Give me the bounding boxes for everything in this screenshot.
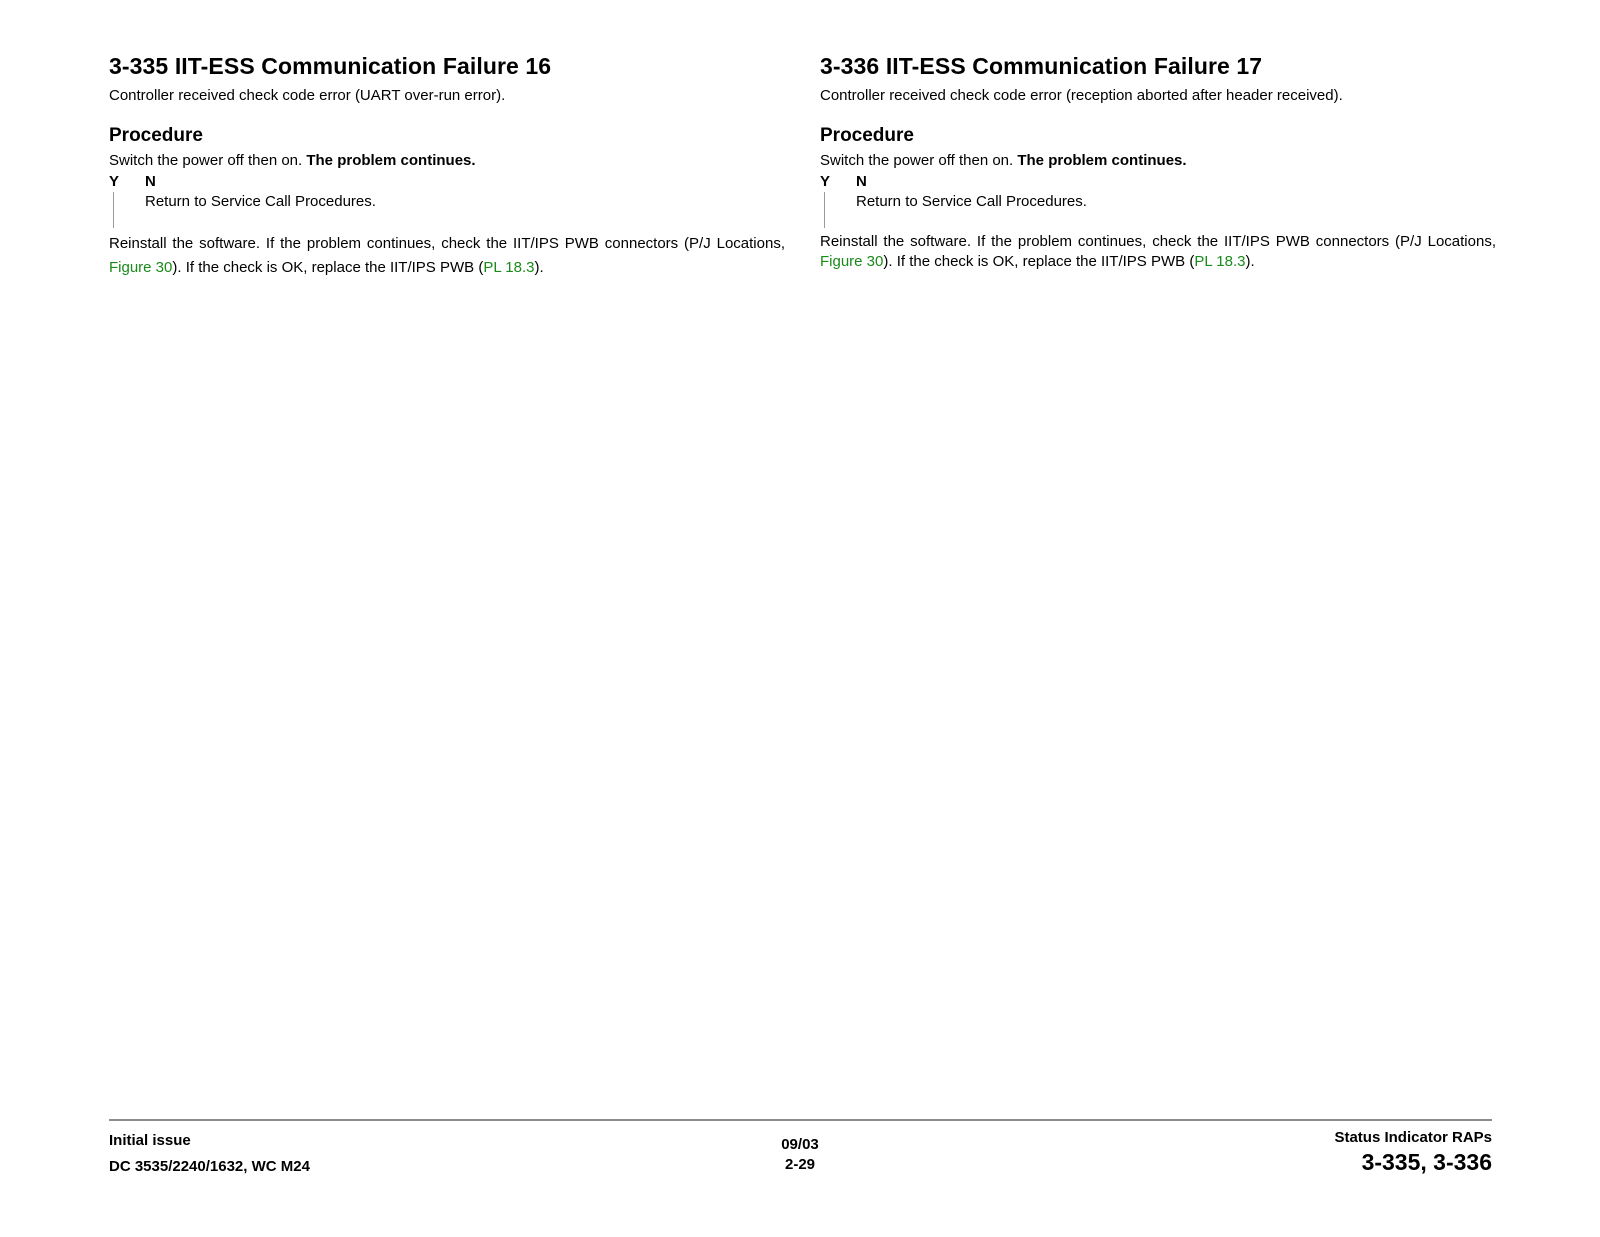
- step-text: Switch the power off then on.: [820, 152, 1014, 169]
- figure-link[interactable]: Figure 30: [109, 259, 173, 276]
- rap-3-335: [109, 48, 785, 280]
- no-label: N: [145, 173, 156, 190]
- procedure-heading: Procedure: [820, 125, 914, 146]
- parts-list-link[interactable]: PL 18.3: [1194, 253, 1246, 270]
- model-label: DC 3535/2240/1632, WC M24: [109, 1158, 310, 1175]
- yes-branch-line: [113, 192, 114, 228]
- footer-center: [760, 1135, 840, 1175]
- page-codes: 3-335, 3-336: [1361, 1149, 1492, 1175]
- final-text-part: ).: [534, 259, 544, 276]
- yes-branch-line: [824, 192, 825, 228]
- footer-left: [109, 1128, 310, 1180]
- section-description: Controller received check code error (reception aborted after header received).: [820, 87, 1343, 104]
- yes-label: Y: [109, 173, 120, 190]
- no-branch: [109, 192, 785, 230]
- section-title: 3-336 IIT-ESS Communication Failure 17: [820, 53, 1263, 79]
- procedure-step: [109, 150, 785, 172]
- figure-link[interactable]: Figure 30: [820, 253, 884, 270]
- section-title: 3-335 IIT-ESS Communication Failure 16: [109, 53, 552, 79]
- final-text-part: Reinstall the software. If the problem continues, check the IIT/IPS PWB connectors (P/J Locations,: [109, 235, 785, 252]
- no-branch-action: Return to Service Call Procedures.: [145, 193, 376, 210]
- yes-no-labels: [820, 172, 1496, 192]
- step-question: The problem continues.: [1017, 152, 1187, 169]
- parts-list-link[interactable]: PL 18.3: [483, 259, 535, 276]
- final-instruction: [109, 232, 785, 280]
- footer-divider: [109, 1119, 1492, 1121]
- yes-no-labels: [109, 172, 785, 192]
- no-label: N: [856, 173, 867, 190]
- issue-label: Initial issue: [109, 1132, 191, 1149]
- no-branch-action: Return to Service Call Procedures.: [856, 193, 1087, 210]
- yes-label: Y: [820, 173, 831, 190]
- no-branch: [820, 192, 1496, 230]
- issue-date: 09/03: [781, 1136, 819, 1153]
- procedure-heading: Procedure: [109, 125, 203, 146]
- step-text: Switch the power off then on.: [109, 152, 303, 169]
- page-number: 2-29: [784, 1156, 816, 1173]
- final-text-part: ). If the check is OK, replace the IIT/IPS PWB (: [883, 253, 1195, 270]
- rap-3-336: [820, 48, 1496, 272]
- procedure-step: [820, 150, 1496, 172]
- footer-right: [1334, 1127, 1492, 1175]
- section-name: Status Indicator RAPs: [1334, 1129, 1492, 1146]
- final-instruction: [820, 232, 1496, 272]
- final-text-part: ). If the check is OK, replace the IIT/IPS PWB (: [172, 259, 484, 276]
- final-text-part: ).: [1245, 253, 1255, 270]
- section-description: Controller received check code error (UART over-run error).: [109, 87, 506, 104]
- step-question: The problem continues.: [306, 152, 476, 169]
- final-text-part: Reinstall the software. If the problem continues, check the IIT/IPS PWB connectors (P/J Locations,: [820, 233, 1496, 250]
